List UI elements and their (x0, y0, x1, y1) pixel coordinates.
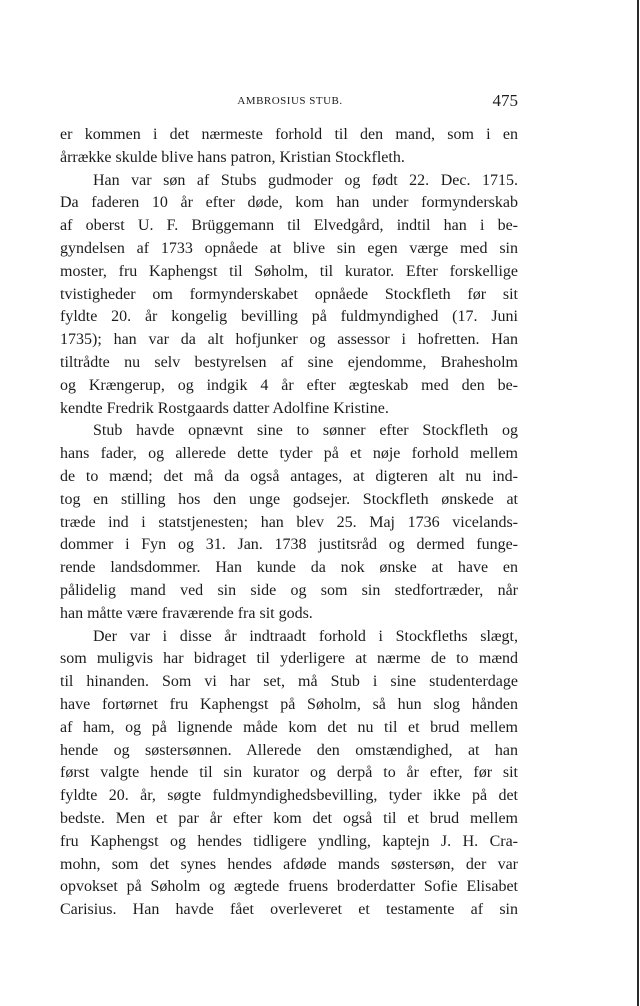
text-line: moster, fru Kaphengst til Søholm, til kurator. Efter forskellige (60, 262, 518, 280)
text-line: dommer i Fyn og 31. Jan. 1738 justitsråd og dermed funge- (60, 536, 518, 554)
text-line: tiltrådte nu selv bestyrelsen af sine ejendomme, Brahesholm (60, 353, 518, 371)
text-line: de to mænd; det må da også antages, at digteren alt nu ind- (60, 467, 518, 485)
text-line: 1735); han var da alt hofjunker og assessor i hofretten. Han (60, 331, 518, 349)
text-line: Der var i disse år indtraadt forhold i Stockfleths slægt, (93, 627, 518, 645)
text-line: træde ind i statstjenesten; han blev 25. Maj 1736 vicelands- (60, 513, 518, 531)
text-line: tog en stilling hos den unge godsejer. Stockfleth ønskede at (60, 490, 518, 508)
page-header (60, 91, 520, 115)
body-text (60, 124, 518, 922)
text-line: af ham, og på lignende måde kom det nu til et brud mellem (60, 718, 518, 736)
text-line: af oberst U. F. Brüggemann til Elvedgård, indtil han i be- (60, 217, 518, 235)
text-line: fyldte 20. år kongelig bevilling på fuldmyndighed (17. Juni (60, 308, 518, 326)
page-edge-shadow (637, 0, 639, 1006)
text-line: opvokset på Søholm og ægtede fruens broderdatter Sofie Elisabet (60, 878, 518, 896)
text-line: bedste. Men et par år efter kom det også til et brud mellem (60, 809, 518, 827)
text-line: fru Kaphengst og hendes tidligere yndling, kaptejn J. H. Cra- (60, 832, 518, 850)
page-number: 475 (492, 91, 518, 110)
text-line: årrække skulde blive hans patron, Kristian Stockfleth. (60, 148, 405, 166)
text-line: hende og søstersønnen. Allerede den omstændighed, at han (60, 741, 518, 759)
text-line: fyldte 20. år, søgte fuldmyndighedsbevilling, tyder ikke på det (60, 787, 518, 805)
text-line: er kommen i det nærmeste forhold til den mand, som i en (60, 126, 518, 143)
text-line: først valgte hende til sin kurator og derpå to år efter, før sit (60, 764, 518, 782)
text-line: have fortørnet fru Kaphengst på Søholm, så hun slog hånden (60, 695, 518, 713)
text-line: som muligvis har bidraget til yderligere at nærme de to mænd (60, 650, 518, 668)
text-line: mohn, som det synes hendes afdøde mands søstersøn, der var (60, 855, 518, 873)
text-line: Han var søn af Stubs gudmoder og født 22. Dec. 1715. (93, 171, 518, 189)
text-line: kendte Fredrik Rostgaards datter Adolfine Kristine. (60, 399, 389, 417)
text-line: rende landsdommer. Han kunde da nok ønske at have en (60, 559, 518, 577)
text-line: tvistigheder om formynderskabet opnåede Stockfleth før sit (60, 285, 518, 303)
text-line: til hinanden. Som vi har set, må Stub i sine studenterdage (60, 673, 518, 691)
text-line: Da faderen 10 år efter døde, kom han under formynderskab (60, 194, 518, 212)
text-line: han måtte være fraværende fra sit gods. (60, 604, 313, 622)
running-title: AMBROSIUS STUB. (237, 95, 343, 107)
text-line: gyndelsen af 1733 opnåede at blive sin egen værge med sin (60, 239, 518, 257)
text-line: Carisius. Han havde fået overleveret et testamente af sin (60, 901, 518, 919)
text-line: Stub havde opnævnt sine to sønner efter Stockfleth og (93, 422, 518, 440)
text-line: og Krængerup, og indgik 4 år efter ægteskab med den be- (60, 376, 518, 394)
text-line: hans fader, og allerede dette tyder på et nøje forhold mellem (60, 445, 518, 463)
text-line: pålidelig mand ved sin side og som sin stedfortræder, når (60, 581, 518, 599)
